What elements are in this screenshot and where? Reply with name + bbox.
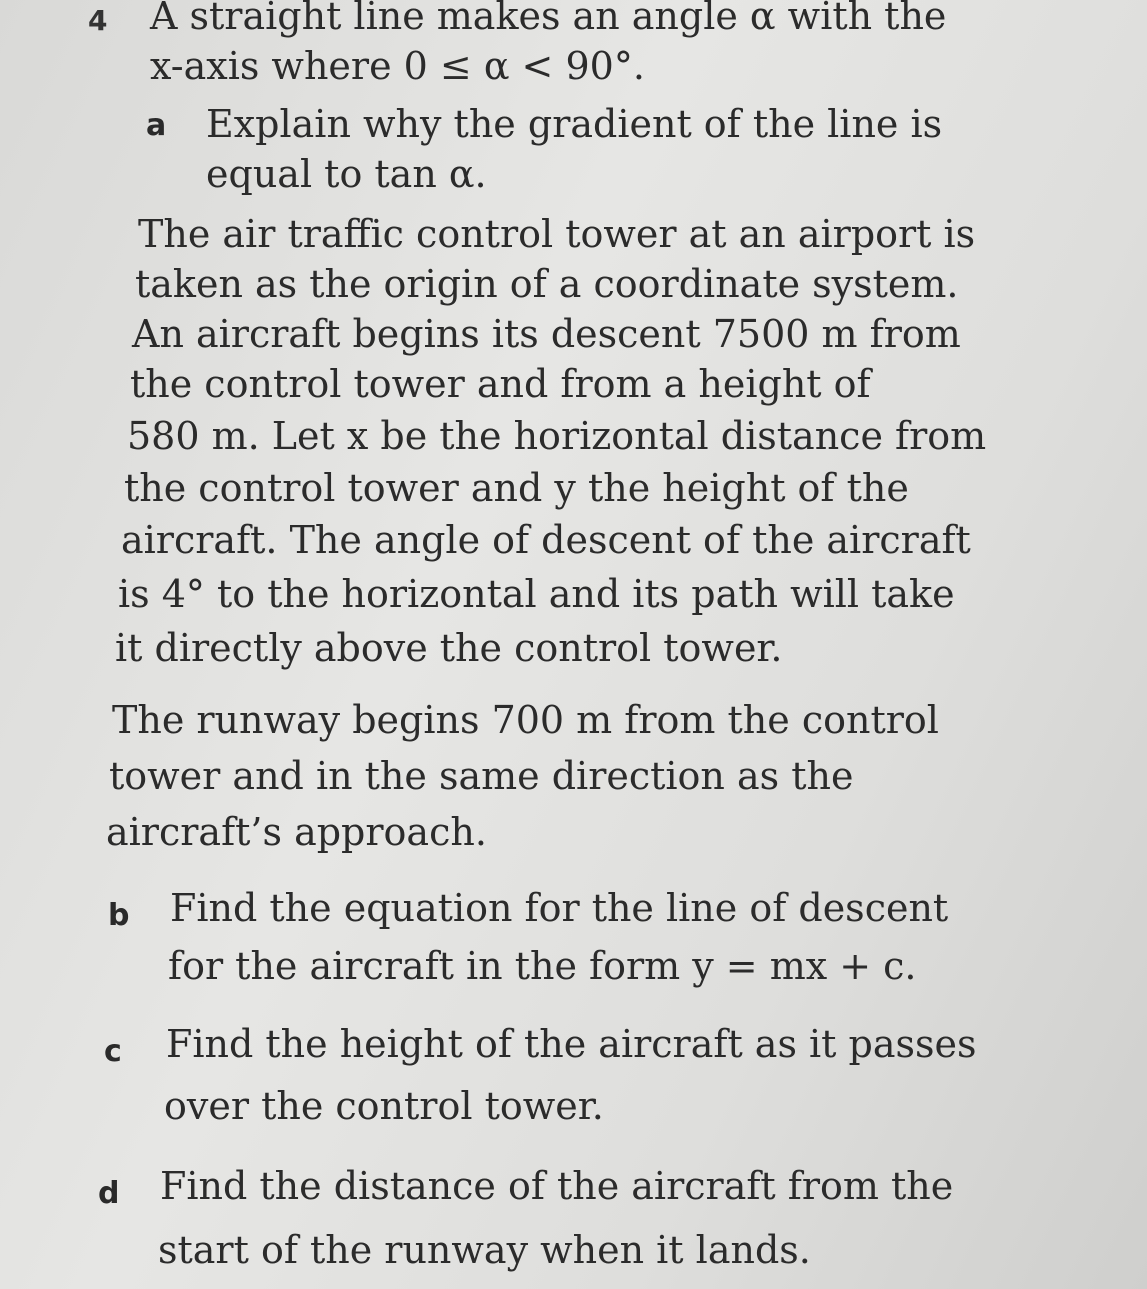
context1-line-2: taken as the origin of a coordinate system.	[135, 262, 959, 306]
part-d-line-2: start of the runway when it lands.	[158, 1228, 811, 1272]
part-a-label: a	[146, 108, 167, 143]
part-b-line-2: for the aircraft in the form y = mx + c.	[168, 944, 917, 988]
context2-line-2: tower and in the same direction as the	[109, 754, 854, 798]
context1-line-3: An aircraft begins its descent 7500 m from	[132, 312, 961, 356]
part-d-line-1: Find the distance of the aircraft from the	[160, 1164, 954, 1208]
part-c-line-2: over the control tower.	[164, 1084, 604, 1128]
context2-line-3: aircraft’s approach.	[106, 810, 487, 854]
context1-line-7: aircraft. The angle of descent of the aircraft	[121, 518, 971, 562]
context1-line-8: is 4° to the horizontal and its path will take	[118, 572, 955, 616]
context1-line-4: the control tower and from a height of	[130, 362, 871, 406]
part-a-line-2: equal to tan α.	[206, 152, 487, 196]
intro-line-1: A straight line makes an angle α with the	[150, 0, 947, 38]
intro-line-2: x-axis where 0 ≤ α < 90°.	[150, 44, 645, 88]
context2-line-1: The runway begins 700 m from the control	[112, 698, 939, 742]
question-number: 4	[88, 4, 108, 37]
part-c-label: c	[104, 1034, 122, 1069]
context1-line-9: it directly above the control tower.	[115, 626, 783, 670]
part-c-line-1: Find the height of the aircraft as it passes	[166, 1022, 977, 1066]
context1-line-1: The air traffic control tower at an airport is	[138, 212, 976, 256]
context1-line-6: the control tower and y the height of the	[124, 466, 909, 510]
part-b-line-1: Find the equation for the line of descent	[170, 886, 949, 930]
context1-line-5: 580 m. Let x be the horizontal distance from	[127, 414, 987, 458]
part-d-label: d	[98, 1176, 120, 1211]
part-b-label: b	[108, 898, 130, 933]
part-a-line-1: Explain why the gradient of the line is	[206, 102, 943, 146]
